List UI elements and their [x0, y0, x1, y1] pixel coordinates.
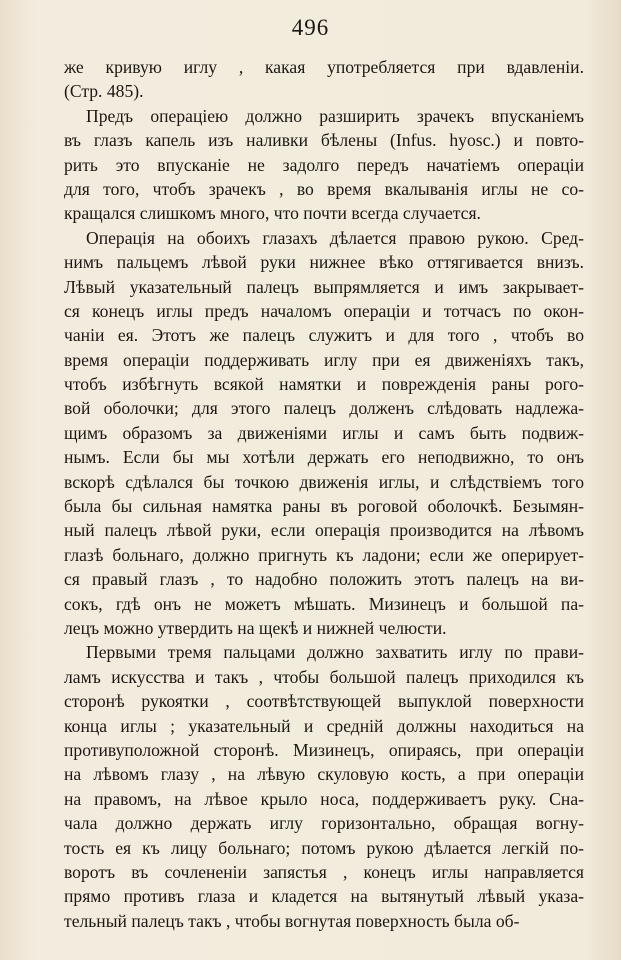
text-line: сокъ, гдѣ онъ не можетъ мѣшать. Мизинецъ и большой па- [64, 593, 584, 614]
text-line: сторонѣ рукоятки , соотвѣтствующей выпуклой поверхности [64, 691, 584, 712]
text-line: ся конецъ иглы предъ началомъ операціи и тотчасъ по окон- [64, 300, 584, 321]
text-line: чала должно держать иглу горизонтально, обращая вогну- [64, 813, 584, 834]
text-line: Операція на обоихъ глазахъ дѣлается правою рукою. Сред- [86, 227, 584, 248]
text-line: воротъ въ сочлененіи запястья , конецъ иглы направляется [64, 861, 584, 882]
body-text [64, 55, 584, 933]
text-line: нимъ пальцемъ лѣвой руки нижнее вѣко оттягивается внизъ. [64, 252, 584, 273]
text-line: кращался слишкомъ много, что почти всегда случается. [64, 203, 481, 224]
paragraph [64, 104, 584, 226]
text-line: конца иглы ; указательный и средній должны находиться на [64, 715, 584, 736]
paragraph [64, 55, 584, 104]
text-line: лецъ можно утвердить на щекѣ и нижней челюсти. [64, 617, 447, 638]
text-line: (Стр. 485). [64, 81, 144, 102]
text-line: противуположной сторонѣ. Мизинецъ, опираясь, при операціи [64, 739, 584, 760]
text-line: нымъ. Если бы мы хотѣли держать его неподвижно, то онъ [64, 447, 584, 468]
page-number: 496 [291, 15, 330, 40]
text-line: ся правый глазъ , то надобно положить этотъ палецъ на ви- [64, 569, 584, 590]
text-line: чтобъ избѣгнуть всякой намятки и поврежденія раны рого- [64, 374, 584, 395]
text-line: Лѣвый указательный палецъ выпрямляется и имъ закрывает- [64, 276, 584, 297]
text-line: на правомъ, на лѣвое крыло носа, поддерживаетъ руку. Сна- [64, 788, 584, 809]
paragraph [64, 226, 584, 641]
text-line: ный палецъ лѣвой руки, если операція производится на лѣвомъ [64, 520, 584, 541]
text-line: тельный палецъ такъ , чтобы вогнутая поверхность была об- [64, 910, 520, 931]
paragraph [64, 640, 584, 933]
text-line: щимъ образомъ за движеніями иглы и самъ быть подвиж- [64, 422, 584, 443]
text-line: для того, чтобъ зрачекъ , во время вкалыванія иглы не со- [64, 178, 584, 199]
text-line: была бы сильная намятка раны въ роговой оболочкѣ. Безымян- [64, 496, 584, 517]
text-line: же кривую иглу , какая употребляется при вдавленіи. [64, 57, 584, 77]
text-line: чаніи ея. Этотъ же палецъ служитъ и для того , чтобъ во [64, 325, 584, 346]
text-line: вскорѣ сдѣлался бы точкою движенія иглы, и слѣдствіемъ того [64, 471, 584, 492]
text-line: вой оболочки; для этого палецъ долженъ слѣдовать надлежа- [64, 398, 584, 419]
text-line: тость ея къ лицу больнаго; потомъ рукою дѣлается легкій по- [64, 837, 584, 858]
text-line: Первыми тремя пальцами должно захватить иглу по прави- [86, 642, 584, 663]
text-line: прямо противъ глаза и кладется на вытянутый лѣвый указа- [64, 886, 584, 907]
text-line: въ глазъ капель изъ наливки бѣлены (Infus. hyosc.) и повто- [64, 130, 584, 151]
text-line: на лѣвомъ глазу , на лѣвую скуловую кость, а при операціи [64, 764, 584, 785]
text-line: рить это впусканіе не задолго передъ начатіемъ операціи [64, 154, 584, 175]
text-line: Предъ операціею должно разширить зрачекъ впусканіемъ [86, 105, 584, 126]
text-line: глазѣ больнаго, должно пригнуть къ ладони; если же оперирует- [64, 544, 584, 565]
text-line: ламъ искусства и такъ , чтобы большой палецъ приходился къ [64, 666, 584, 687]
text-line: время операціи поддерживать иглу при ея движеніяхъ такъ, [64, 349, 584, 370]
